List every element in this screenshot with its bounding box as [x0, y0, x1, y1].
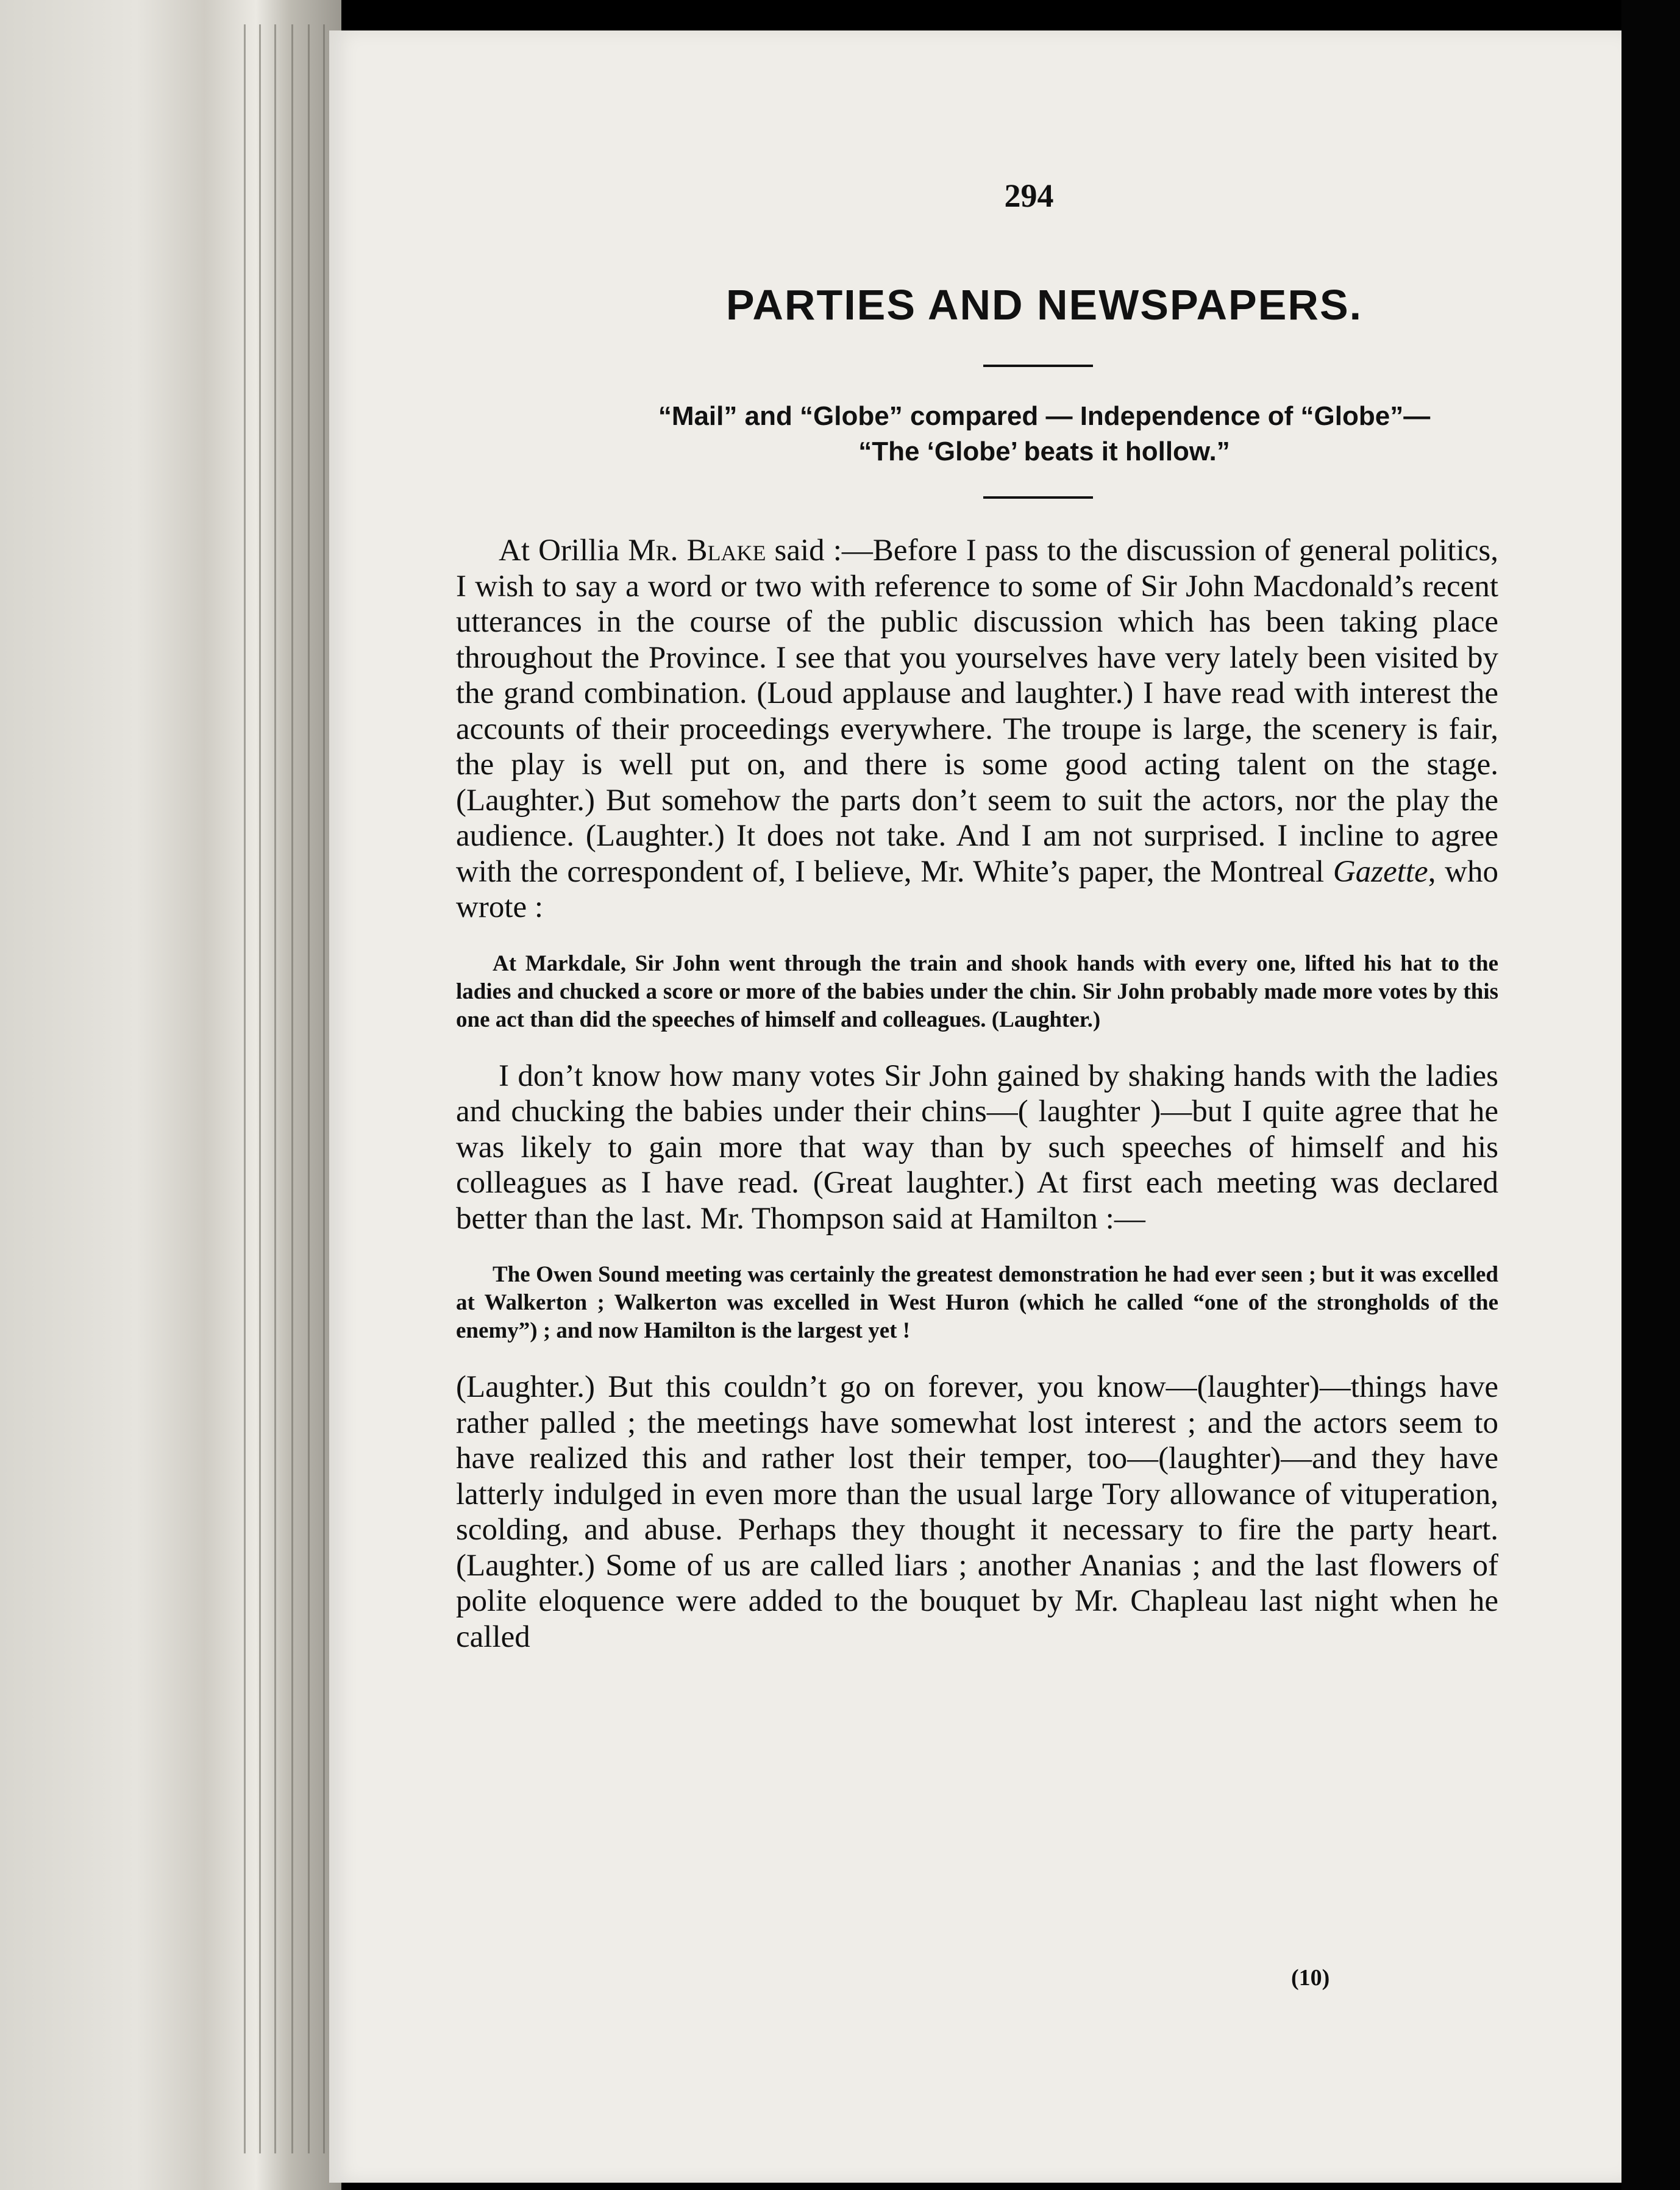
- edge-line: [274, 24, 276, 2153]
- subtitle-rule: [983, 496, 1093, 499]
- edge-line: [291, 24, 293, 2153]
- block-quote-1: At Markdale, Sir John went through the train and shook hands with every one, lifted his hat to the ladies and chucked a score or more of the babies under the chin. Sir John probably made more votes by this one act than did the speeches of himself and colleagues. (Laughter.): [456, 951, 1498, 1032]
- page-edges: [0, 0, 341, 2190]
- block-quote-2: The Owen Sound meeting was certainly the greatest demonstration he had ever seen ; but it was excelled at Walkerton ; Walkerton was excelled in West Huron (which he called “one of the strongholds of the enemy”) ; and now Hamilton is the largest yet !: [456, 1262, 1498, 1343]
- paragraph-1: [456, 533, 1498, 926]
- p1-text: said :—Before I pass to the discussion of general politics, I wish to say a word or two with reference to some of Sir John Macdonald’s recent utterances in the course of the public discussion which has been taking place throughout the Province. I see that you yourselves have very lately been visited by the grand combination. (Loud applause and laughter.) I have read with interest the accounts of their proceedings everywhere. The troupe is large, the scenery is fair, the play is well put on, and there is some good acting talent on the stage. (Laughter.) But somehow the parts don’t seem to suit the actors, nor the play the audience. (Laughter.) It does not take. And I am not surprised. I incline to agree with the correspondent of, I believe, Mr. White’s paper, the Montreal: [456, 533, 1498, 889]
- page-content: [456, 177, 1498, 1655]
- edge-line: [323, 24, 325, 2153]
- p1-end: , who wrote :: [456, 854, 1498, 924]
- page-title: PARTIES AND NEWSPAPERS.: [725, 281, 1363, 329]
- title-rule: [983, 365, 1093, 367]
- edge-line: [308, 24, 310, 2153]
- speaker-name: Mr. Blake: [628, 533, 766, 568]
- subtitle-line-1: “Mail” and “Globe” compared — Independence of “Globe”—: [658, 401, 1431, 431]
- page-number: 294: [1004, 177, 1054, 214]
- signature-mark: (10): [1291, 1965, 1330, 1991]
- newspaper-name: Gazette: [1333, 854, 1428, 889]
- paragraph-3: (Laughter.) But this couldn’t go on forever, you know—(laughter)—things have rather palled ; the meetings have somewhat lost interest ; and the actors seem to have realized this and rather lost their temper, too—(laughter)—and they have latterly indulged in even more than the usual large Tory allowance of vituperation, scolding, and abuse. Perhaps they thought it necessary to fire the party heart. (Laughter.) Some of us are called liars ; another Ananias ; and the last flowers of polite eloquence were added to the bouquet by Mr. Chapleau last night when he called: [456, 1370, 1498, 1654]
- edge-line: [244, 24, 246, 2153]
- chapter-subtitle: [523, 399, 1565, 469]
- scan-border-right: [1621, 0, 1680, 2190]
- paragraph-2: I don’t know how many votes Sir John gained by shaking hands with the ladies and chucking the babies under their chins—( laughter )—but I quite agree that he was likely to gain more that way than by such speeches of himself and his colleagues as I have read. (Great laughter.) At first each meeting was declared better than the last. Mr. Thompson said at Hamilton :—: [456, 1058, 1498, 1236]
- edge-line: [259, 24, 261, 2153]
- subtitle-line-2: “The ‘Globe’ beats it hollow.”: [858, 437, 1230, 466]
- p1-lead: At Orillia: [499, 533, 628, 568]
